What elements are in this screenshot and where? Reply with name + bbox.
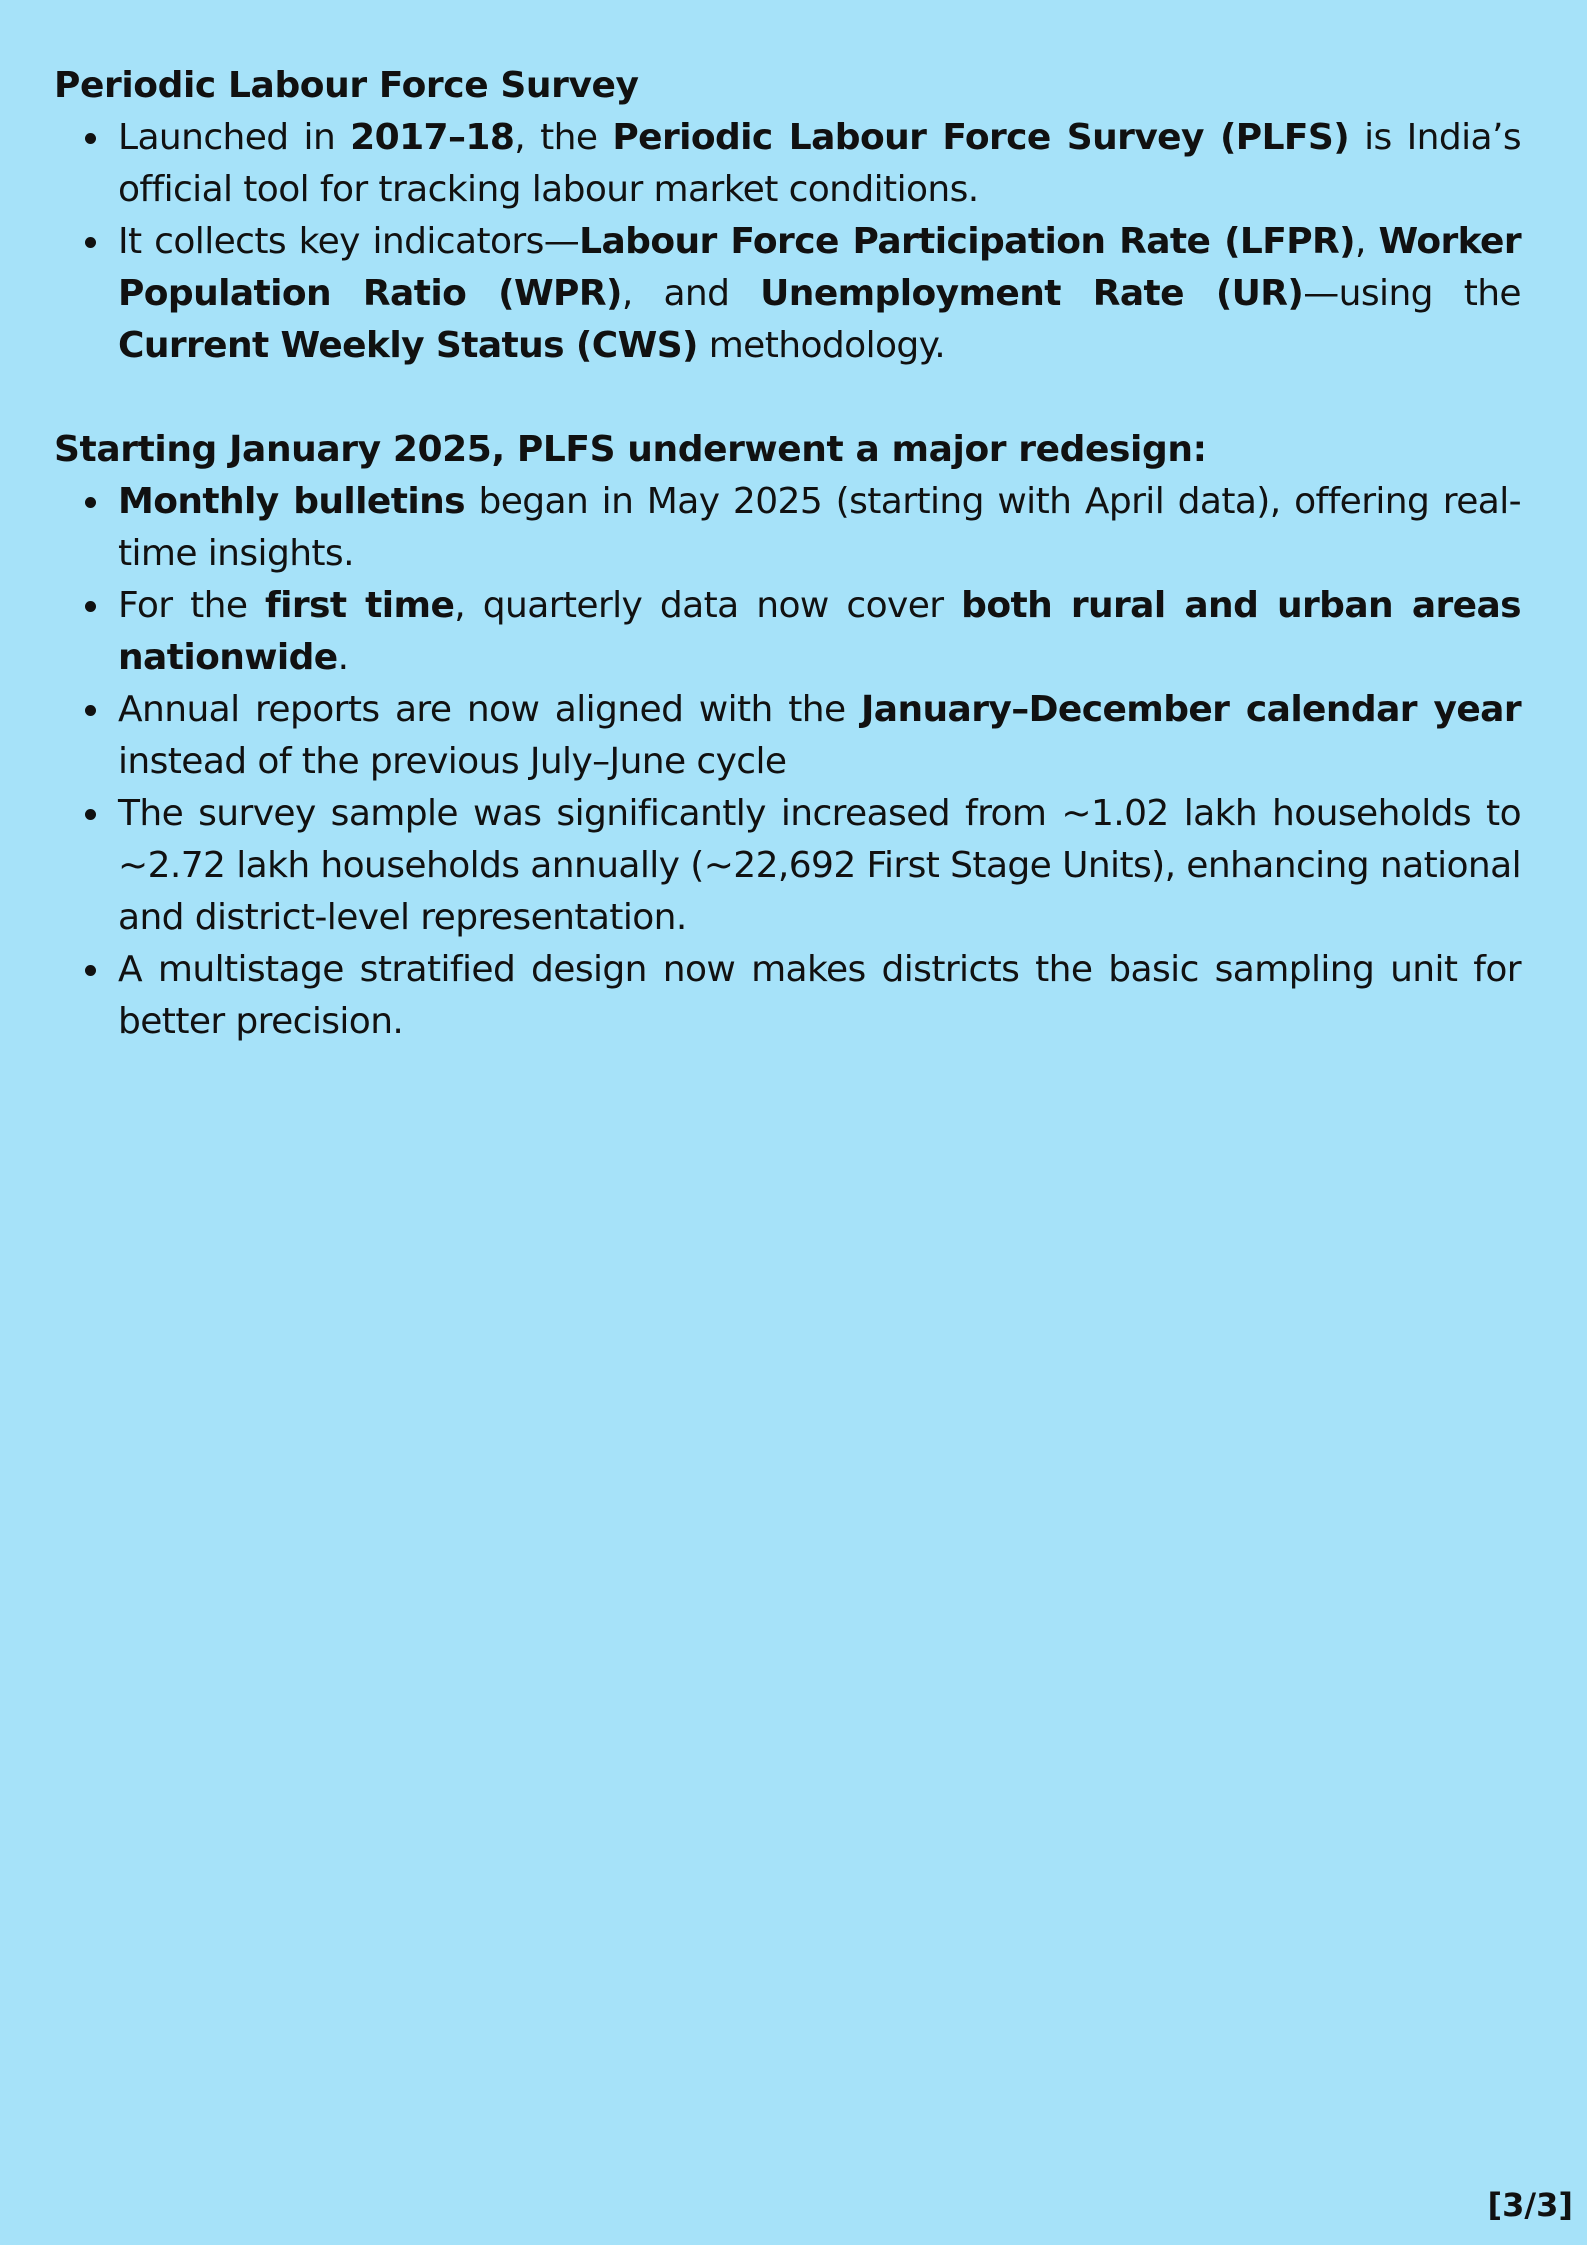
list-item: A multistage stratified design now makes districts the basic sampling unit for better precision.: [118, 944, 1521, 1048]
list-item: Monthly bulletins began in May 2025 (starting with April data), offering real-time insights.: [118, 476, 1521, 580]
page-number: [3/3]: [1487, 2186, 1573, 2224]
list-item: Annual reports are now aligned with the January–December calendar year instead of the previous July–June cycle: [118, 684, 1521, 788]
list-item: It collects key indicators—Labour Force Participation Rate (LFPR), Worker Population Ratio (WPR), and Unemployment Rate (UR)—using the Current Weekly Status (CWS) methodology.: [118, 216, 1521, 372]
list-item: For the first time, quarterly data now cover both rural and urban areas nationwide.: [118, 580, 1521, 684]
plfs-overview-list: [54, 112, 1521, 372]
list-item: The survey sample was significantly increased from ~1.02 lakh households to ~2.72 lakh households annually (~22,692 First Stage Units), enhancing national and district-level representation.: [118, 788, 1521, 944]
redesign-list: [54, 476, 1521, 1048]
list-item: Launched in 2017–18, the Periodic Labour Force Survey (PLFS) is India’s official tool for tracking labour market conditions.: [118, 112, 1521, 216]
section-heading-plfs: Periodic Labour Force Survey: [54, 65, 639, 106]
section-heading-redesign: Starting January 2025, PLFS underwent a major redesign:: [54, 429, 1207, 470]
